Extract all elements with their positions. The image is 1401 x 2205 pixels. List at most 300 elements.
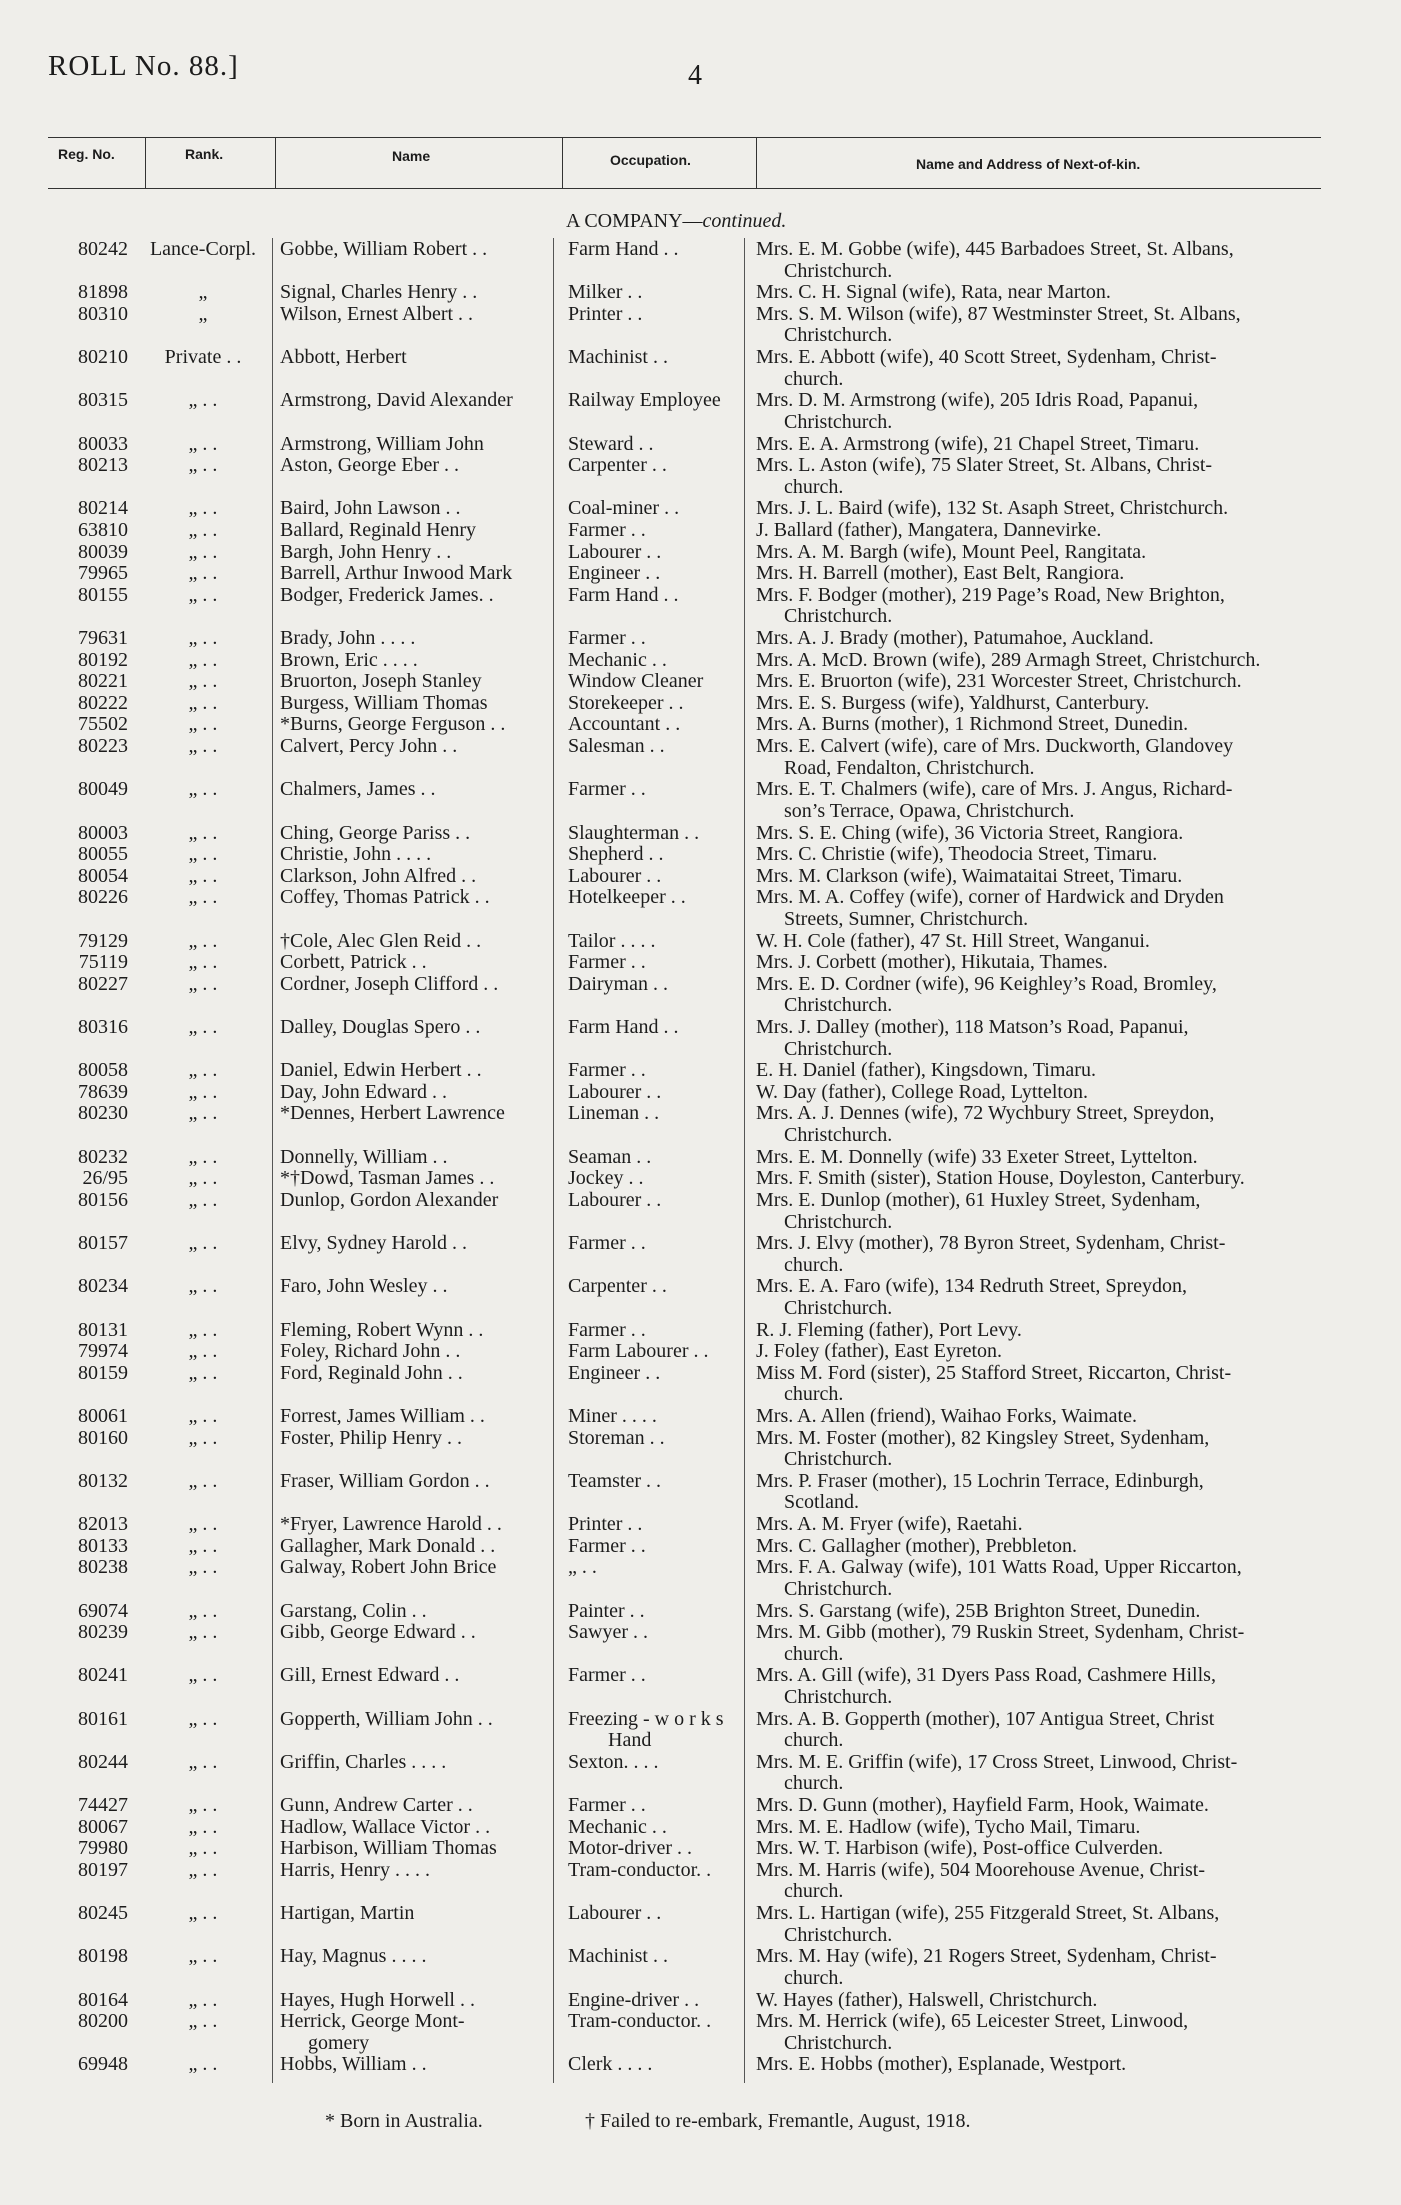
soldier-name: Cordner, Joseph Clifford . .	[280, 972, 499, 995]
reg-number: 80238	[78, 1556, 128, 1579]
reg-number: 79129	[78, 929, 128, 952]
soldier-name: Harbison, William Thomas	[280, 1837, 497, 1860]
occupation: Clerk . . . .	[568, 2053, 653, 2076]
soldier-name: Gobbe, William Robert . .	[280, 238, 488, 260]
next-of-kin: Mrs. M. Clarkson (wife), Waimataitai Street, Timaru.	[756, 864, 1183, 887]
rank: „ . .	[188, 1534, 218, 1557]
next-of-kin: Mrs. S. M. Wilson (wife), 87 Westminster Street, St. Albans,	[756, 302, 1241, 325]
reg-number: 80061	[78, 1405, 128, 1428]
next-of-kin: Mrs. A. Allen (friend), Waihao Forks, Waimate.	[756, 1405, 1137, 1428]
reg-number: 80132	[78, 1469, 128, 1492]
rank: „ . .	[188, 1750, 218, 1773]
next-of-kin: W. H. Cole (father), 47 St. Hill Street, Wanganui.	[756, 929, 1150, 952]
reg-number: 79631	[78, 627, 128, 649]
column-header-reg-no: Reg. No.	[58, 146, 115, 162]
occupation: Farm Hand . .	[568, 583, 679, 606]
soldier-name: Hayes, Hugh Horwell . .	[280, 1988, 475, 2011]
soldier-name: Dalley, Douglas Spero . .	[280, 1016, 481, 1039]
reg-number: 79965	[78, 562, 128, 585]
occupation: Labourer . .	[568, 540, 662, 563]
reg-number: 80242	[78, 238, 128, 260]
rank: „ . .	[188, 1167, 218, 1190]
rank: „ . .	[188, 1188, 218, 1211]
occupation: Labourer . .	[568, 864, 662, 887]
reg-number: 80157	[78, 1232, 128, 1255]
reg-number: 79980	[78, 1837, 128, 1860]
soldier-name: Ching, George Pariss . .	[280, 821, 471, 844]
next-of-kin-continued: church.	[784, 1253, 844, 1276]
reg-number: 80200	[78, 2010, 128, 2033]
soldier-name: Gunn, Andrew Carter . .	[280, 1794, 473, 1817]
rank: „ . .	[188, 432, 218, 455]
company-name: A COMPANY—	[566, 210, 703, 232]
reg-number: 80003	[78, 821, 128, 844]
occupation: Tram-conductor. .	[568, 2010, 712, 2033]
occupation: Farm Hand . .	[568, 1016, 679, 1039]
reg-number: 81898	[78, 281, 128, 304]
next-of-kin: Mrs. E. Dunlop (mother), 61 Huxley Street, Sydenham,	[756, 1188, 1201, 1211]
rank: „ . .	[188, 1794, 218, 1817]
occupation: Motor-driver . .	[568, 1837, 693, 1860]
soldier-name: Bargh, John Henry . .	[280, 540, 452, 563]
occupation: Farmer . .	[568, 951, 646, 974]
next-of-kin: Mrs. H. Barrell (mother), East Belt, Rangiora.	[756, 562, 1125, 585]
soldier-name: Hobbs, William . .	[280, 2053, 427, 2076]
next-of-kin: Mrs. M. E. Griffin (wife), 17 Cross Street, Linwood, Christ-	[756, 1750, 1238, 1773]
next-of-kin-continued: church.	[784, 367, 844, 390]
soldier-name-continued: gomery	[308, 2031, 370, 2054]
reg-number: 80033	[78, 432, 128, 455]
reg-number: 74427	[78, 1794, 128, 1817]
rank: „ . .	[188, 1945, 218, 1968]
reg-number: 80239	[78, 1621, 128, 1644]
soldier-name: Coffey, Thomas Patrick . .	[280, 886, 490, 909]
occupation: Machinist . .	[568, 346, 668, 369]
soldier-name: Gallagher, Mark Donald . .	[280, 1534, 496, 1557]
reg-number: 75502	[78, 713, 128, 736]
next-of-kin-continued: Christchurch.	[784, 324, 893, 347]
rank: „ . .	[188, 583, 218, 606]
rank: „ . .	[188, 951, 218, 974]
occupation: Farmer . .	[568, 1318, 646, 1341]
reg-number: 80214	[78, 497, 128, 520]
rank: „ . .	[188, 1016, 218, 1039]
rank: „ . .	[188, 929, 218, 952]
company-heading	[566, 210, 786, 233]
rank: „ . .	[188, 2053, 218, 2076]
next-of-kin: Mrs. E. M. Donnelly (wife) 33 Exeter Street, Lyttelton.	[756, 1145, 1198, 1168]
reg-number: 80161	[78, 1707, 128, 1730]
occupation: „ . .	[568, 1556, 597, 1579]
occupation: Farmer . .	[568, 1232, 646, 1255]
reg-number: 80049	[78, 778, 128, 801]
reg-number: 80058	[78, 1059, 128, 1082]
reg-number: 80198	[78, 1945, 128, 1968]
soldier-name: Foster, Philip Henry . .	[280, 1426, 462, 1449]
reg-number: 80055	[78, 843, 128, 866]
reg-number: 82013	[78, 1513, 128, 1536]
occupation: Mechanic . .	[568, 1815, 667, 1838]
occupation: Carpenter . .	[568, 454, 667, 477]
rank: „ . .	[188, 1815, 218, 1838]
rank: „ . .	[188, 540, 218, 563]
next-of-kin: Mrs. A. McD. Brown (wife), 289 Armagh Street, Christchurch.	[756, 648, 1261, 671]
next-of-kin: Mrs. E. S. Burgess (wife), Yaldhurst, Canterbury.	[756, 691, 1150, 714]
reg-number: 80213	[78, 454, 128, 477]
soldier-name: Galway, Robert John Brice	[280, 1556, 497, 1579]
next-of-kin: Mrs. C. Gallagher (mother), Prebbleton.	[756, 1534, 1078, 1557]
rank: „ . .	[188, 821, 218, 844]
rank: „ . .	[188, 1405, 218, 1428]
next-of-kin-continued: Christchurch.	[784, 2031, 893, 2054]
occupation: Carpenter . .	[568, 1275, 667, 1298]
next-of-kin: Mrs. E. T. Chalmers (wife), care of Mrs. J. Angus, Richard-	[756, 778, 1233, 801]
next-of-kin: Mrs. M. Hay (wife), 21 Rogers Street, Sydenham, Christ-	[756, 1945, 1217, 1968]
next-of-kin: Mrs. E. M. Gobbe (wife), 445 Barbadoes Street, St. Albans,	[756, 238, 1234, 260]
rank: „ . .	[188, 864, 218, 887]
next-of-kin: Mrs. D. Gunn (mother), Hayfield Farm, Hook, Waimate.	[756, 1794, 1209, 1817]
reg-number: 80223	[78, 735, 128, 758]
reg-number: 78639	[78, 1080, 128, 1103]
next-of-kin: Mrs. F. Bodger (mother), 219 Page’s Road, New Brighton,	[756, 583, 1225, 606]
soldier-name: Gibb, George Edward . .	[280, 1621, 476, 1644]
header-divider	[562, 137, 563, 189]
soldier-name: Barrell, Arthur Inwood Mark	[280, 562, 513, 585]
next-of-kin-continued: Road, Fendalton, Christchurch.	[784, 756, 1035, 779]
company-continued: continued.	[702, 210, 787, 232]
occupation: Steward . .	[568, 432, 654, 455]
occupation: Slaughterman . .	[568, 821, 700, 844]
rank: „ . .	[188, 562, 218, 585]
next-of-kin: W. Hayes (father), Halswell, Christchurch.	[756, 1988, 1098, 2011]
reg-number: 80039	[78, 540, 128, 563]
next-of-kin: E. H. Daniel (father), Kingsdown, Timaru.	[756, 1059, 1096, 1082]
header-divider	[756, 137, 757, 189]
next-of-kin-continued: Christchurch.	[784, 1124, 893, 1147]
soldier-name: Bodger, Frederick James. .	[280, 583, 494, 606]
occupation: Farmer . .	[568, 1059, 646, 1082]
soldier-name: *Fryer, Lawrence Harold . .	[280, 1513, 502, 1536]
occupation: Jockey . .	[568, 1167, 644, 1190]
soldier-name: Foley, Richard John . .	[280, 1340, 461, 1363]
next-of-kin: Mrs. L. Aston (wife), 75 Slater Street, St. Albans, Christ-	[756, 454, 1213, 477]
rank: „ . .	[188, 1664, 218, 1687]
rank: „ . .	[188, 1232, 218, 1255]
reg-number: 80222	[78, 691, 128, 714]
soldier-name: Bruorton, Joseph Stanley	[280, 670, 482, 693]
rank: „ . .	[188, 2010, 218, 2033]
next-of-kin-continued: Christchurch.	[784, 410, 893, 433]
rank: „ . .	[188, 1145, 218, 1168]
occupation: Teamster . .	[568, 1469, 662, 1492]
reg-number: 80244	[78, 1750, 128, 1773]
column-rule	[744, 238, 745, 2083]
column-rule	[553, 238, 554, 2083]
rank: „ . .	[188, 1102, 218, 1125]
rank: „ . .	[188, 1059, 218, 1082]
next-of-kin-continued: church.	[784, 475, 844, 498]
occupation: Window Cleaner	[568, 670, 704, 693]
header-rule-top	[48, 137, 1321, 138]
occupation: Farm Labourer . .	[568, 1340, 709, 1363]
next-of-kin: Mrs. C. Christie (wife), Theodocia Street, Timaru.	[756, 843, 1158, 866]
roll-number: ROLL No. 88.]	[48, 50, 239, 82]
next-of-kin: Mrs. M. A. Coffey (wife), corner of Hardwick and Dryden	[756, 886, 1224, 909]
next-of-kin: Mrs. M. E. Hadlow (wife), Tycho Mail, Timaru.	[756, 1815, 1141, 1838]
rank: „ . .	[188, 627, 218, 649]
next-of-kin: Mrs. W. T. Harbison (wife), Post-office Culverden.	[756, 1837, 1164, 1860]
occupation: Tailor . . . .	[568, 929, 656, 952]
reg-number: 80310	[78, 302, 128, 325]
occupation: Milker . .	[568, 281, 643, 304]
reg-number: 80164	[78, 1988, 128, 2011]
reg-number: 80133	[78, 1534, 128, 1557]
next-of-kin: Mrs. A. J. Dennes (wife), 72 Wychbury Street, Spreydon,	[756, 1102, 1215, 1125]
next-of-kin: Mrs. M. Herrick (wife), 65 Leicester Street, Linwood,	[756, 2010, 1189, 2033]
soldier-name: Wilson, Ernest Albert . .	[280, 302, 474, 325]
next-of-kin: J. Ballard (father), Mangatera, Dannevirke.	[756, 518, 1102, 541]
soldier-name: Faro, John Wesley . .	[280, 1275, 448, 1298]
occupation: Dairyman . .	[568, 972, 668, 995]
next-of-kin: Mrs. A. J. Brady (mother), Patumahoe, Auckland.	[756, 627, 1154, 649]
rank: „ . .	[188, 648, 218, 671]
occupation: Printer . .	[568, 302, 643, 325]
rank: „ . .	[188, 518, 218, 541]
occupation: Miner . . . .	[568, 1405, 657, 1428]
occupation: Mechanic . .	[568, 648, 667, 671]
occupation: Farmer . .	[568, 627, 646, 649]
rank: „ . .	[188, 1837, 218, 1860]
reg-number: 80241	[78, 1664, 128, 1687]
reg-number: 80221	[78, 670, 128, 693]
occupation: Machinist . .	[568, 1945, 668, 1968]
next-of-kin: Mrs. S. E. Ching (wife), 36 Victoria Street, Rangiora.	[756, 821, 1184, 844]
rank: „ . .	[188, 1858, 218, 1881]
rank: „ . .	[188, 1340, 218, 1363]
rank: „ . .	[188, 1318, 218, 1341]
soldier-name: Herrick, George Mont-	[280, 2010, 465, 2033]
soldier-name: Baird, John Lawson . .	[280, 497, 461, 520]
occupation: Railway Employee	[568, 389, 721, 412]
soldier-name: Donnelly, William . .	[280, 1145, 448, 1168]
rank: „ . .	[188, 1556, 218, 1579]
reg-number: 80156	[78, 1188, 128, 1211]
occupation: Printer . .	[568, 1513, 643, 1536]
next-of-kin-continued: son’s Terrace, Opawa, Christchurch.	[784, 799, 1075, 822]
occupation-continued: Hand	[608, 1729, 652, 1752]
occupation: Sawyer . .	[568, 1621, 648, 1644]
soldier-name: Abbott, Herbert	[280, 346, 407, 369]
soldier-name: Aston, George Eber . .	[280, 454, 460, 477]
next-of-kin: Mrs. E. Abbott (wife), 40 Scott Street, Sydenham, Christ-	[756, 346, 1217, 369]
occupation: Labourer . .	[568, 1902, 662, 1925]
rank: „ . .	[188, 1080, 218, 1103]
footnote-born-australia: * Born in Australia.	[325, 2110, 483, 2132]
next-of-kin-continued: Scotland.	[784, 1491, 859, 1514]
occupation: Storeman . .	[568, 1426, 665, 1449]
reg-number: 80197	[78, 1858, 128, 1881]
next-of-kin-continued: Christchurch.	[784, 259, 893, 282]
reg-number: 69948	[78, 2053, 128, 2076]
soldier-name: Garstang, Colin . .	[280, 1599, 427, 1622]
next-of-kin-continued: Christchurch.	[784, 605, 893, 628]
next-of-kin-continued: church.	[784, 1880, 844, 1903]
next-of-kin: Mrs. E. Bruorton (wife), 231 Worcester Street, Christchurch.	[756, 670, 1242, 693]
next-of-kin: Mrs. E. A. Faro (wife), 134 Redruth Street, Spreydon,	[756, 1275, 1188, 1298]
next-of-kin-continued: church.	[784, 1772, 844, 1795]
rank: „ . .	[188, 1513, 218, 1536]
soldier-name: Brady, John . . . .	[280, 627, 416, 649]
reg-number: 80226	[78, 886, 128, 909]
occupation: Accountant . .	[568, 713, 681, 736]
next-of-kin-continued: Christchurch.	[784, 994, 893, 1017]
soldier-name: Fleming, Robert Wynn . .	[280, 1318, 484, 1341]
occupation: Labourer . .	[568, 1080, 662, 1103]
occupation: Seaman . .	[568, 1145, 652, 1168]
rank: „ . .	[188, 843, 218, 866]
next-of-kin: Mrs. A. M. Bargh (wife), Mount Peel, Rangitata.	[756, 540, 1147, 563]
occupation: Storekeeper . .	[568, 691, 684, 714]
rank: „ . .	[188, 497, 218, 520]
next-of-kin: Miss M. Ford (sister), 25 Stafford Street, Riccarton, Christ-	[756, 1361, 1232, 1384]
next-of-kin-continued: Christchurch.	[784, 1296, 893, 1319]
next-of-kin: Mrs. C. H. Signal (wife), Rata, near Marton.	[756, 281, 1111, 304]
column-rule	[272, 238, 273, 2083]
next-of-kin: Mrs. F. Smith (sister), Station House, Doyleston, Canterbury.	[756, 1167, 1245, 1190]
reg-number: 75119	[78, 951, 128, 974]
rank: „ . .	[188, 1621, 218, 1644]
occupation: Salesman . .	[568, 735, 665, 758]
reg-number: 80234	[78, 1275, 128, 1298]
rank: „ . .	[188, 691, 218, 714]
soldier-name: Burgess, William Thomas	[280, 691, 488, 714]
next-of-kin: Mrs. P. Fraser (mother), 15 Lochrin Terrace, Edinburgh,	[756, 1469, 1204, 1492]
occupation: Engineer . .	[568, 1361, 661, 1384]
next-of-kin: Mrs. M. Harris (wife), 504 Moorehouse Avenue, Christ-	[756, 1858, 1205, 1881]
rank: „ . .	[188, 1902, 218, 1925]
rank: „ . .	[188, 735, 218, 758]
next-of-kin: Mrs. E. D. Cordner (wife), 96 Keighley’s Road, Bromley,	[756, 972, 1217, 995]
reg-number: 80232	[78, 1145, 128, 1168]
next-of-kin: Mrs. D. M. Armstrong (wife), 205 Idris Road, Papanui,	[756, 389, 1199, 412]
occupation: Sexton. . . .	[568, 1750, 659, 1773]
rank: „ . .	[188, 389, 218, 412]
soldier-name: Chalmers, James . .	[280, 778, 436, 801]
header-divider	[275, 137, 276, 189]
next-of-kin: Mrs. M. Gibb (mother), 79 Ruskin Street, Sydenham, Christ-	[756, 1621, 1245, 1644]
occupation: Farmer . .	[568, 778, 646, 801]
occupation: Labourer . .	[568, 1188, 662, 1211]
rank: Lance-Corpl.	[149, 238, 257, 260]
rank: „ . .	[188, 1988, 218, 2011]
occupation: Freezing - w o r k s	[568, 1707, 724, 1730]
next-of-kin-continued: Christchurch.	[784, 1923, 893, 1946]
reg-number: 80210	[78, 346, 128, 369]
soldier-name: Ford, Reginald John . .	[280, 1361, 463, 1384]
rank: „ . .	[188, 1361, 218, 1384]
occupation: Engineer . .	[568, 562, 661, 585]
rank: „ . .	[188, 1426, 218, 1449]
soldier-name: Hadlow, Wallace Victor . .	[280, 1815, 491, 1838]
reg-number: 80227	[78, 972, 128, 995]
next-of-kin: Mrs. E. A. Armstrong (wife), 21 Chapel Street, Timaru.	[756, 432, 1200, 455]
rank: „ . .	[188, 886, 218, 909]
occupation: Painter . .	[568, 1599, 645, 1622]
soldier-name: *†Dowd, Tasman James . .	[280, 1167, 495, 1190]
rank: Private . .	[164, 346, 242, 369]
soldier-name: Elvy, Sydney Harold . .	[280, 1232, 468, 1255]
column-header-rank: Rank.	[185, 146, 224, 162]
next-of-kin: J. Foley (father), East Eyreton.	[756, 1340, 1003, 1363]
soldier-name: Forrest, James William . .	[280, 1405, 485, 1428]
soldier-name: Daniel, Edwin Herbert . .	[280, 1059, 482, 1082]
rank: „ . .	[188, 1599, 218, 1622]
reg-number: 80315	[78, 389, 128, 412]
next-of-kin: Mrs. M. Foster (mother), 82 Kingsley Street, Sydenham,	[756, 1426, 1210, 1449]
occupation: Coal-miner . .	[568, 497, 680, 520]
next-of-kin-continued: Christchurch.	[784, 1448, 893, 1471]
occupation: Farm Hand . .	[568, 238, 679, 260]
reg-number: 80067	[78, 1815, 128, 1838]
occupation: Farmer . .	[568, 1534, 646, 1557]
occupation: Farmer . .	[568, 518, 646, 541]
soldier-name: Christie, John . . . .	[280, 843, 432, 866]
page-number: 4	[688, 60, 702, 91]
next-of-kin: Mrs. A. B. Gopperth (mother), 107 Antigua Street, Christ	[756, 1707, 1215, 1730]
next-of-kin: Mrs. J. Elvy (mother), 78 Byron Street, Sydenham, Christ-	[756, 1232, 1226, 1255]
soldier-name: Hay, Magnus . . . .	[280, 1945, 427, 1968]
rank: „ . .	[188, 778, 218, 801]
soldier-name: Gopperth, William John . .	[280, 1707, 493, 1730]
next-of-kin: Mrs. A. Burns (mother), 1 Richmond Street, Dunedin.	[756, 713, 1189, 736]
column-header-occupation: Occupation.	[610, 152, 691, 168]
soldier-name: *Burns, George Ferguson . .	[280, 713, 506, 736]
header-rule-bottom	[48, 188, 1321, 189]
rank: „ . .	[188, 713, 218, 736]
next-of-kin: Mrs. J. Dalley (mother), 118 Matson’s Road, Papanui,	[756, 1016, 1189, 1039]
next-of-kin: Mrs. S. Garstang (wife), 25B Brighton Street, Dunedin.	[756, 1599, 1201, 1622]
reg-number: 80245	[78, 1902, 128, 1925]
reg-number: 26/95	[82, 1167, 128, 1190]
occupation: Farmer . .	[568, 1664, 646, 1687]
reg-number: 80230	[78, 1102, 128, 1125]
soldier-name: Gill, Ernest Edward . .	[280, 1664, 460, 1687]
next-of-kin-continued: Streets, Sumner, Christchurch.	[784, 907, 1029, 930]
next-of-kin-continued: church.	[784, 1642, 844, 1665]
soldier-name: Brown, Eric . . . .	[280, 648, 418, 671]
next-of-kin: R. J. Fleming (father), Port Levy.	[756, 1318, 1022, 1341]
occupation: Engine-driver . .	[568, 1988, 700, 2011]
next-of-kin-continued: Christchurch.	[784, 1037, 893, 1060]
next-of-kin-continued: Christchurch.	[784, 1577, 893, 1600]
next-of-kin-continued: church.	[784, 1729, 844, 1752]
next-of-kin: Mrs. A. Gill (wife), 31 Dyers Pass Road, Cashmere Hills,	[756, 1664, 1216, 1687]
reg-number: 80159	[78, 1361, 128, 1384]
column-header-next-of-kin: Name and Address of Next-of-kin.	[916, 156, 1141, 172]
reg-number: 80192	[78, 648, 128, 671]
soldier-name: Fraser, William Gordon . .	[280, 1469, 490, 1492]
next-of-kin-continued: Christchurch.	[784, 1685, 893, 1708]
occupation: Hotelkeeper . .	[568, 886, 686, 909]
next-of-kin-continued: Christchurch.	[784, 1210, 893, 1233]
rank: „ . .	[188, 1707, 218, 1730]
occupation: Lineman . .	[568, 1102, 660, 1125]
next-of-kin: W. Day (father), College Road, Lyttelton.	[756, 1080, 1088, 1103]
rank: „	[198, 281, 208, 304]
next-of-kin: Mrs. L. Hartigan (wife), 255 Fitzgerald Street, St. Albans,	[756, 1902, 1220, 1925]
soldier-name: Dunlop, Gordon Alexander	[280, 1188, 499, 1211]
reg-number: 69074	[78, 1599, 128, 1622]
